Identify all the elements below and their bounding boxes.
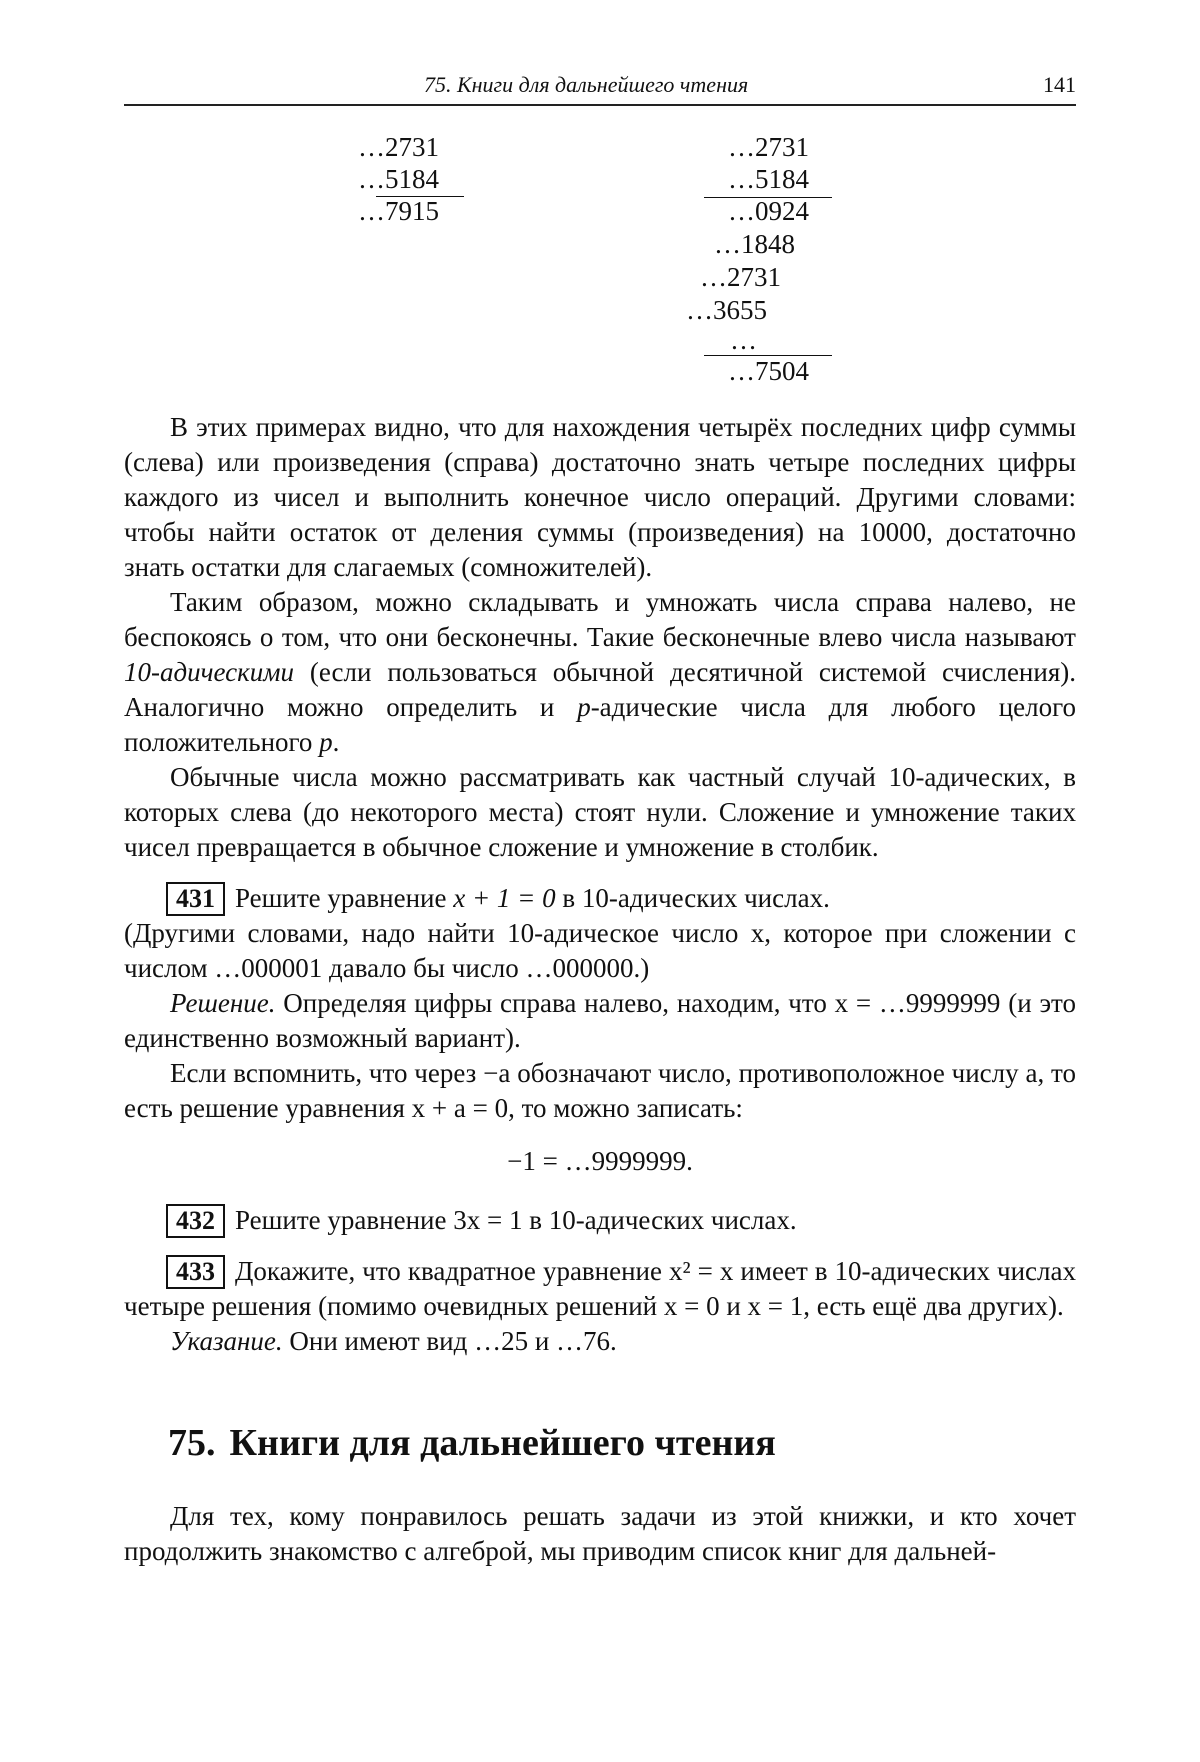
running-header-title: 75. Книги для дальнейшего чтения: [424, 72, 748, 98]
problem-433-hint: [124, 1324, 1076, 1359]
problem-431-text-a: Решите уравнение: [235, 883, 453, 913]
partial-product-1: …0924: [728, 194, 809, 229]
solution-label: Решение.: [170, 988, 276, 1018]
page-number: 141: [1043, 72, 1076, 98]
running-header: [124, 68, 1076, 106]
paragraph-2: [124, 585, 1076, 760]
problem-433: [124, 1254, 1076, 1324]
term-10-adic: 10-адическими: [124, 657, 294, 687]
factor-1: …2731: [728, 130, 809, 165]
paragraph-2-end: .: [333, 727, 340, 757]
page: [0, 0, 1200, 1762]
problem-431: [124, 881, 1076, 916]
body-text: [124, 410, 1076, 1569]
addend-1: …2731: [358, 130, 439, 165]
hint-text: Они имеют вид …25 и …76.: [283, 1326, 617, 1356]
section-heading: [168, 1421, 1076, 1465]
problem-432-text: Решите уравнение 3x = 1 в 10-адических числах.: [235, 1205, 797, 1235]
paragraph-1: В этих примерах видно, что для нахождения четырёх последних цифр суммы (слева) или произведения (справа) достаточно знать четыре последних цифры каждого из чисел и выполнить конечное число операций. Другими словами: чтобы найти остаток от деления суммы (произведения) на 10000, достаточно знать остатки для слагаемых (сомножителей).: [124, 410, 1076, 585]
solution-text: Определяя цифры справа налево, находим, что x = …9999999 (и это единственно возможный вариант).: [124, 988, 1076, 1053]
partial-product-3: …2731: [700, 260, 781, 295]
var-p-2: p: [319, 727, 333, 757]
factor-2: …5184: [728, 162, 809, 197]
hint-label: Указание.: [170, 1326, 283, 1356]
problem-431-solution: [124, 986, 1076, 1056]
paragraph-2-part-a: Таким образом, можно складывать и умножать числа справа налево, не беспокоясь о том, что они бесконечны. Такие бесконечные влево числа называют: [124, 587, 1076, 652]
multiplication-example: [686, 130, 846, 410]
product-result: …7504: [728, 354, 809, 389]
problem-432: [124, 1203, 1076, 1238]
problem-433-text: Докажите, что квадратное уравнение x² = x имеет в 10-адических числах четыре решения (помимо очевидных решений x = 0 и x = 1, есть ещё два других).: [124, 1256, 1076, 1321]
section-paragraph: Для тех, кому понравилось решать задачи из этой книжки, и кто хочет продолжить знакомство с алгеброй, мы приводим список книг для дальней-: [124, 1499, 1076, 1569]
problem-number-432: 432: [166, 1204, 225, 1238]
problem-number-433: 433: [166, 1255, 225, 1289]
problem-number-431: 431: [166, 882, 225, 916]
addend-2: …5184: [358, 162, 439, 197]
formula-minus-one: −1 = …9999999.: [124, 1144, 1076, 1179]
var-p-1: p: [577, 692, 591, 722]
sum-result: …7915: [358, 194, 439, 229]
section-title: Книги для дальнейшего чтения: [230, 1422, 776, 1464]
partial-product-4: …3655: [686, 293, 767, 328]
problem-431-text-b: в 10-адических числах.: [556, 883, 830, 913]
paragraph-2-part-c: (если пользоваться обычной десятичной системой счисления). Аналогично можно определить и: [124, 657, 1076, 722]
addition-example: [358, 130, 468, 240]
paragraph-3: Обычные числа можно рассматривать как частный случай 10-адических, в которых слева (до некоторого места) стоят нули. Сложение и умножение таких чисел превращается в обычное сложение и умножение в столбик.: [124, 760, 1076, 865]
problem-431-explanation: (Другими словами, надо найти 10-адическое число x, которое при сложении с числом …000001 давало бы число …000000.): [124, 916, 1076, 986]
problem-431-note: Если вспомнить, что через −a обозначают число, противоположное числу a, то есть решение уравнения x + a = 0, то можно записать:: [124, 1056, 1076, 1126]
partial-product-2: …1848: [714, 227, 795, 262]
partial-product-ellipsis: …: [730, 323, 757, 358]
section-number: 75.: [168, 1422, 216, 1464]
paragraph-2-part-e: -адические числа для любого целого положительного: [124, 692, 1076, 757]
problem-431-equation: x + 1 = 0: [453, 883, 555, 913]
